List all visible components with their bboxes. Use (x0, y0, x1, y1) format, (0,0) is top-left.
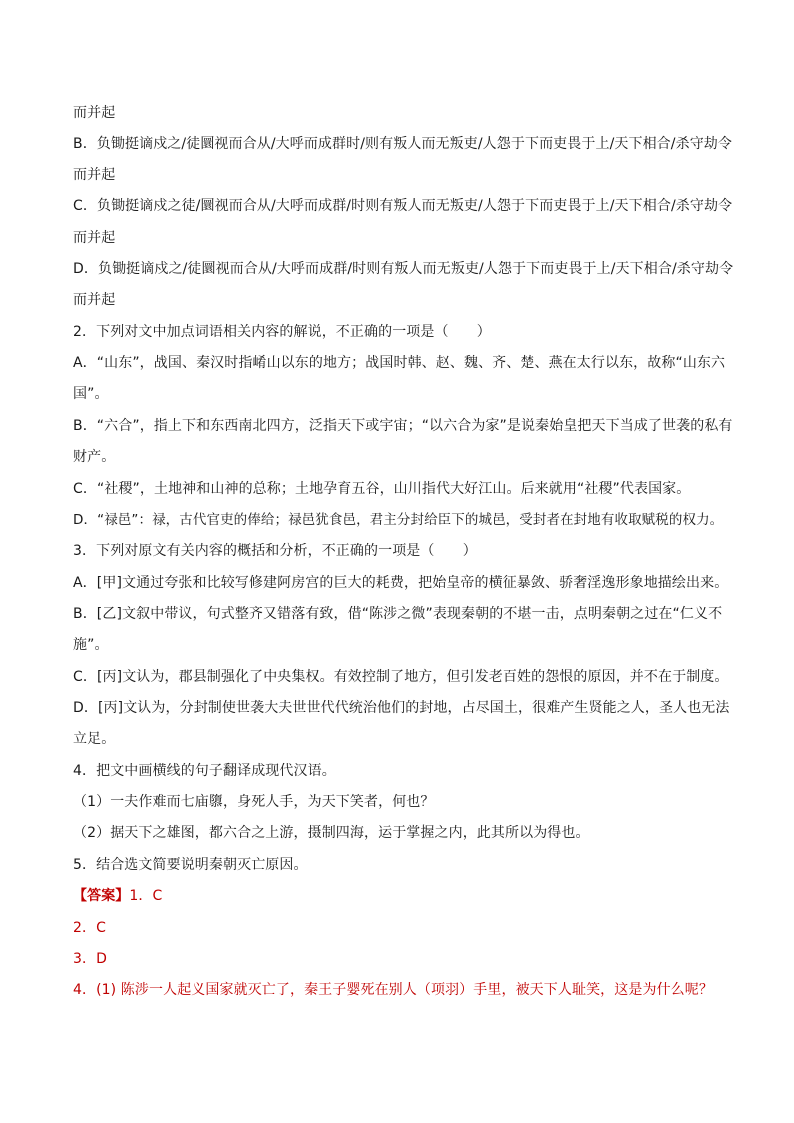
answer-item-4: 4．(1) 陈涉一人起义国家就灭亡了，秦王子婴死在别人（项羽）手里，被天下人耻笑，这是为什么呢？ (73, 982, 713, 998)
text-line: 而并起 (73, 167, 116, 183)
answer-item: 3．D (73, 951, 107, 967)
text-line: 施”。 (73, 637, 109, 653)
text-line: D．“禄邑”：禄，古代官吏的俸给；禄邑犹食邑，君主分封给臣下的城邑，受封者在封地有收取赋税的权力。 (73, 512, 724, 528)
text-line: 财产。 (73, 449, 116, 465)
answer-tag: 【答案】 (73, 888, 130, 904)
text-line: （2）据天下之雄图，都六合之上游，摄制四海，运于掌握之内，此其所以为得也。 (73, 825, 590, 841)
answer-item: 2．C (73, 920, 106, 936)
text-line: 立足。 (73, 731, 116, 747)
question-3: 3．下列对原文有关内容的概括和分析，不正确的一项是（ ） (73, 543, 477, 559)
answer-line-1 (73, 886, 733, 906)
text-line: A．“山东”，战国、秦汉时指崤山以东的地方；战国时韩、赵、魏、齐、楚、燕在太行以东，故称“山东六 (73, 355, 726, 371)
text-line: B．负锄挺谪戍之/徒圜视而合从/大呼而成群时/则有叛人而无叛吏/人怨于下而吏畏于上/天下相合/杀守劫令 (73, 136, 733, 152)
text-line: 而并起 (73, 105, 116, 121)
text-line: B．“六合”，指上下和东西南北四方，泛指天下或宇宙；“以六合为家”是说秦始皇把天下当成了世袭的私有 (73, 418, 733, 434)
text-line: A．[甲]文通过夸张和比较写修建阿房宫的巨大的耗费，把始皇帝的横征暴敛、骄奢淫逸形象地描绘出来。 (73, 575, 729, 591)
text-line: C．“社稷”，土地神和山神的总称；土地孕育五谷，山川指代大好江山。后来就用“社稷”代表国家。 (73, 481, 691, 497)
question-2: 2．下列对文中加点词语相关内容的解说，不正确的一项是（ ） (73, 324, 491, 340)
text-line: 国”。 (73, 386, 109, 402)
text-line: D．负锄挺谪戍之/徒圜视而合从/大呼而成群/时则有叛人而无叛吏/人怨于下而吏畏于上/天下相合/杀守劫令 (73, 261, 734, 277)
text-line: C．负锄挺谪戍之徒/圜视而合从/大呼而成群/时则有叛人而无叛吏/人怨于下而吏畏于上/天下相合/杀守劫令 (73, 198, 733, 214)
text-line: 而并起 (73, 230, 116, 246)
text-line: （1）一夫作难而七庙隳，身死人手，为天下笑者，何也？ (73, 794, 435, 810)
text-line: B．[乙]文叙中带议，句式整齐又错落有致，借“陈涉之微”表现秦朝的不堪一击，点明秦朝之过在“仁义不 (73, 606, 723, 622)
answer-item: 1．C (129, 888, 163, 904)
question-5: 5．结合选文简要说明秦朝灭亡原因。 (73, 857, 308, 873)
text-line: D．[丙]文认为，分封制使世袭大夫世世代代统治他们的封地，占尽国土，很难产生贤能之人，圣人也无法 (73, 700, 730, 716)
text-line: 而并起 (73, 292, 116, 308)
text-line: C．[丙]文认为，郡县制强化了中央集权。有效控制了地方，但引发老百姓的怨恨的原因，并不在于制度。 (73, 669, 729, 685)
question-4: 4．把文中画横线的句子翻译成现代汉语。 (73, 763, 336, 779)
